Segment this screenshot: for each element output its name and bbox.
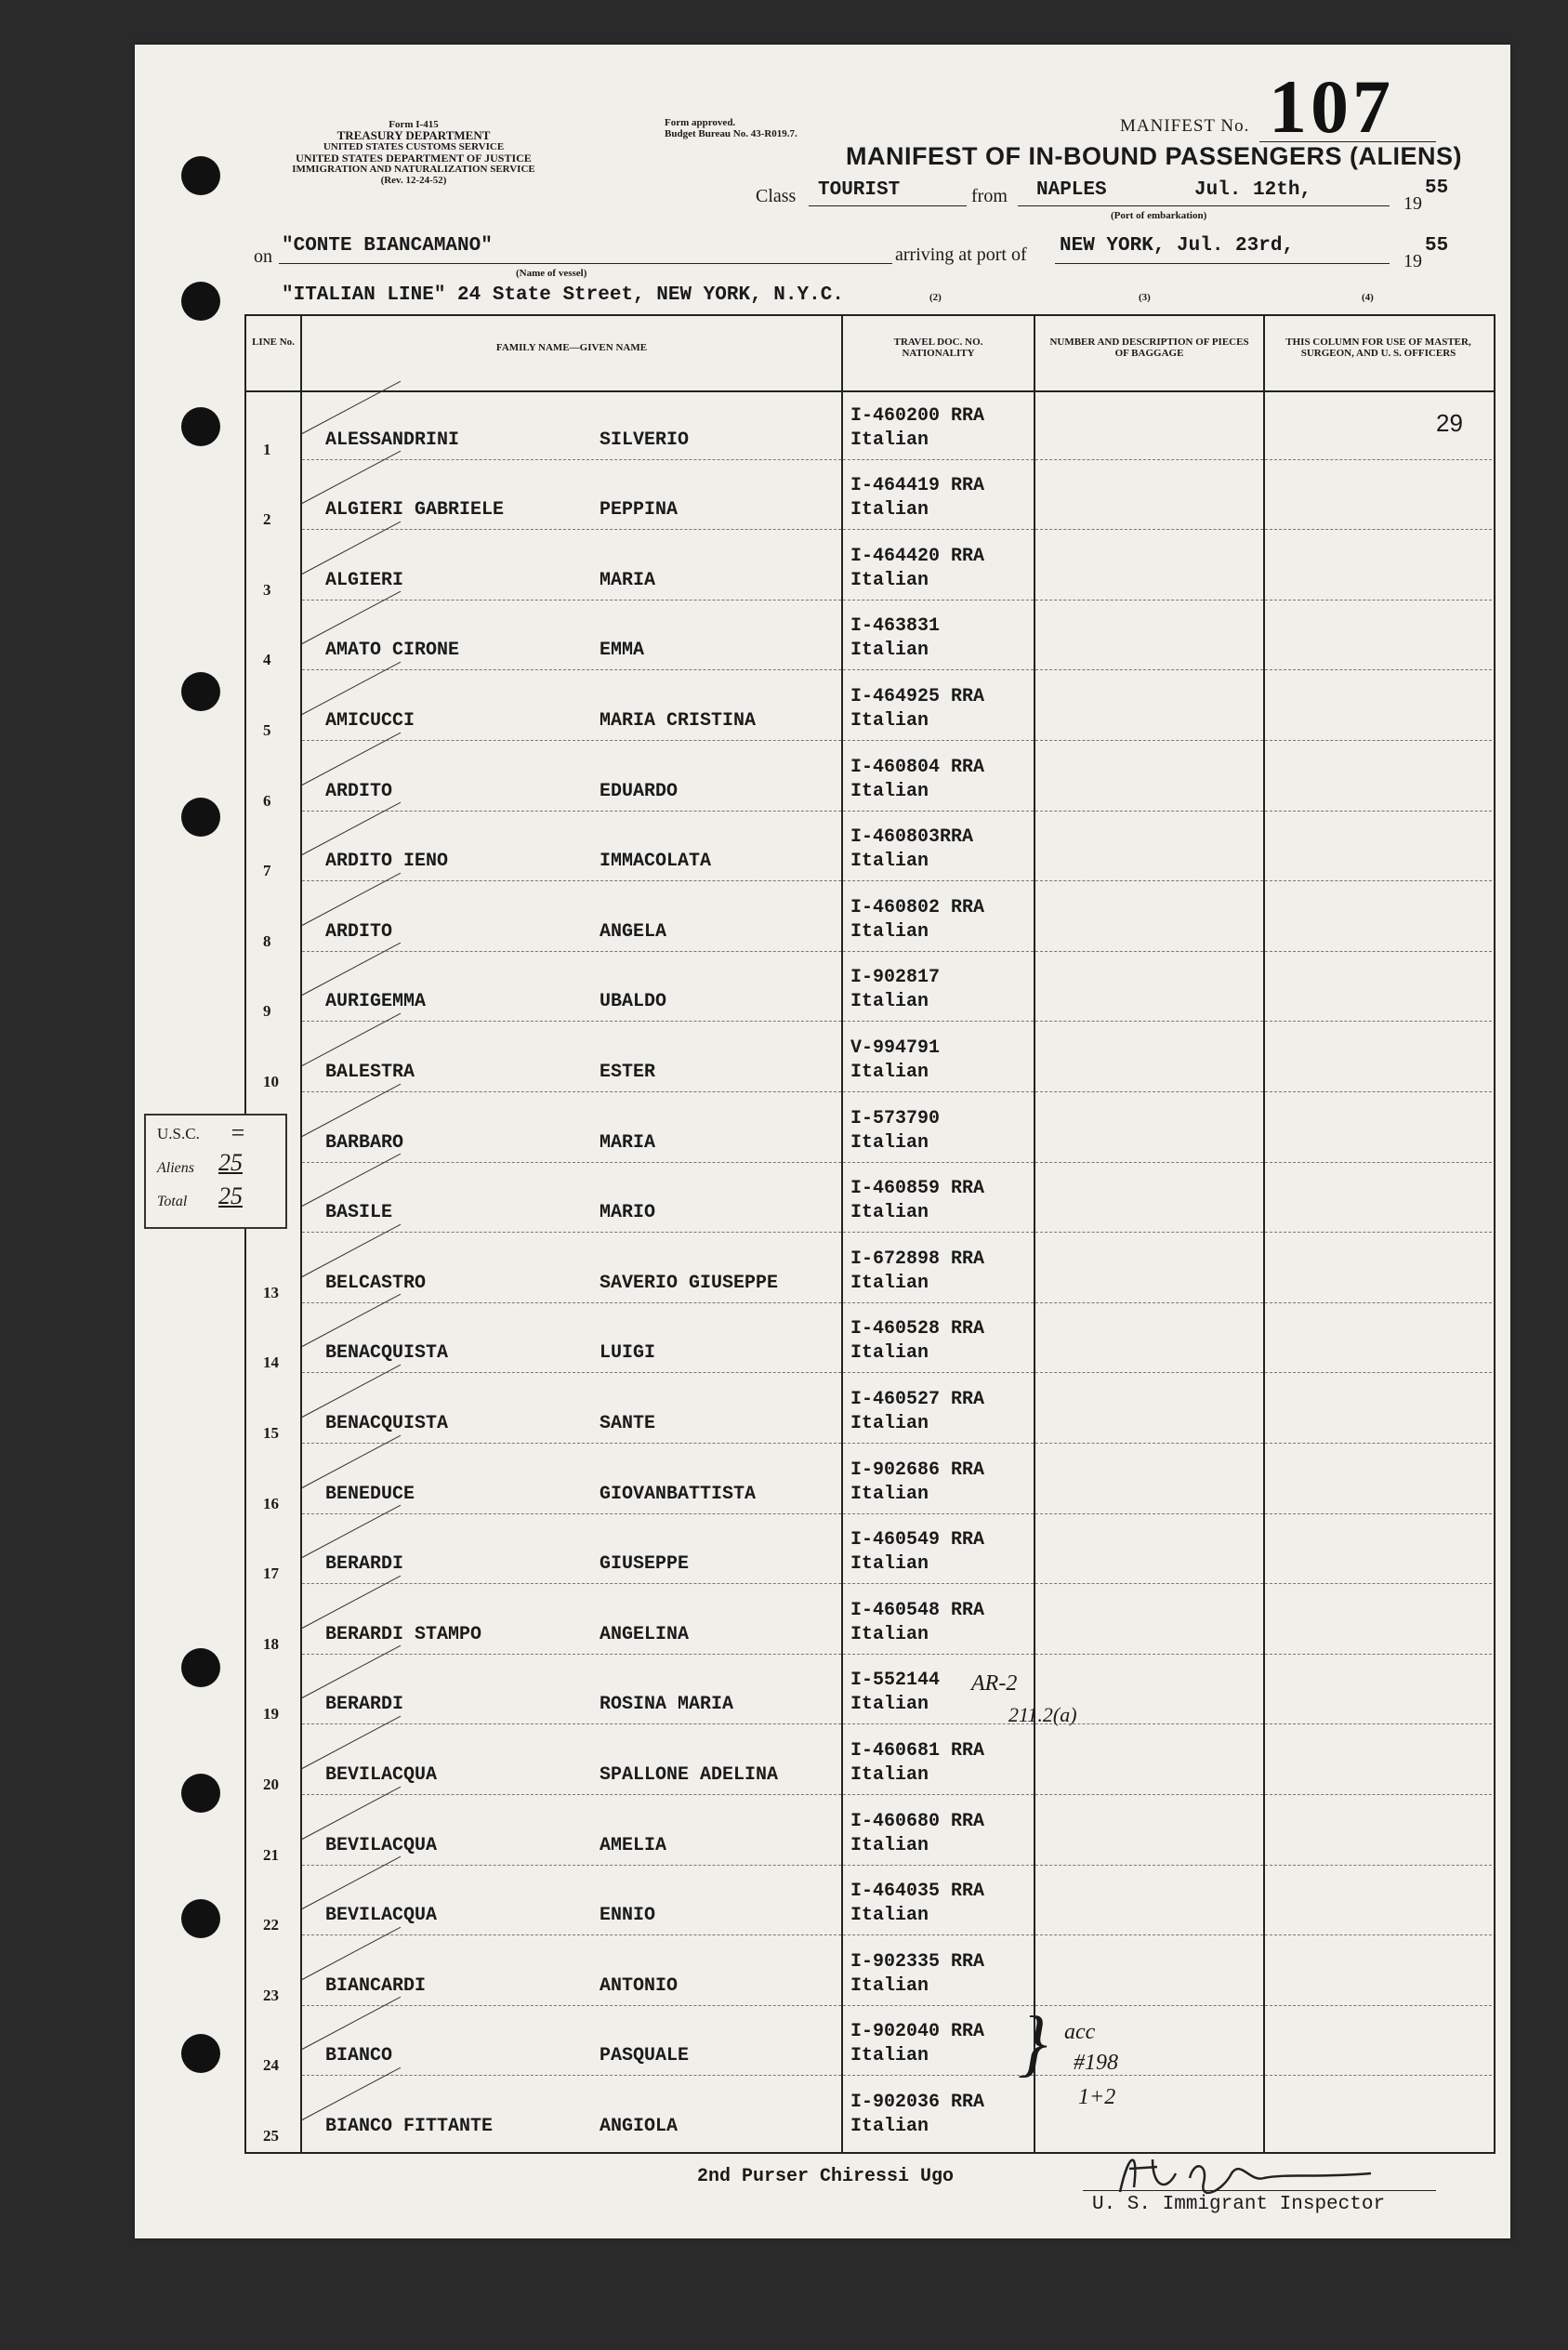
given-name: SPALLONE ADELINA	[600, 1763, 779, 1786]
col-header-name: FAMILY NAME—GIVEN NAME	[495, 342, 648, 353]
given-name: AMELIA	[600, 1834, 667, 1856]
punch-hole	[181, 2034, 220, 2073]
family-name: BERARDI	[325, 1694, 404, 1716]
travel-doc: I-464035 RRA	[850, 1881, 985, 1903]
from-date: Jul. 12th,	[1194, 179, 1312, 201]
table-row	[246, 953, 1494, 1023]
row-divider	[1265, 2075, 1492, 2076]
given-name: GIOVANBATTISTA	[600, 1483, 757, 1505]
line-number: 21	[263, 1845, 279, 1864]
nationality: Italian	[850, 1202, 929, 1224]
family-name: BIANCO	[325, 2045, 393, 2067]
travel-doc: I-460549 RRA	[850, 1529, 985, 1551]
arriving-label: arriving at port of	[895, 244, 1027, 265]
table-row	[246, 2002, 1494, 2084]
punch-hole	[181, 1648, 220, 1687]
table-row	[246, 531, 1494, 601]
shipping-line: "ITALIAN LINE" 24 State Street, NEW YORK, N.Y.C.	[282, 284, 844, 306]
family-name: BALESTRA	[325, 1061, 415, 1083]
row-divider	[1265, 1583, 1492, 1584]
row-divider	[1035, 951, 1263, 952]
nationality: Italian	[850, 920, 929, 943]
row-divider	[1265, 1443, 1492, 1444]
ins-service: IMMIGRATION AND NATURALIZATION SERVICE	[292, 164, 535, 175]
family-name: ALGIERI GABRIELE	[325, 499, 505, 521]
nationality: Italian	[850, 1412, 929, 1434]
budget-block	[665, 117, 850, 139]
family-name: BERARDI	[325, 1553, 404, 1576]
line-number: 22	[263, 1916, 279, 1934]
handwritten-ar: AR-2	[971, 1671, 1018, 1696]
row-divider	[1265, 600, 1492, 601]
given-name: ENNIO	[600, 1905, 656, 1927]
nationality: Italian	[850, 1553, 929, 1576]
family-name: BIANCARDI	[325, 1974, 427, 1997]
row-divider	[1035, 740, 1263, 741]
port-embark-label: (Port of embarkation)	[1111, 210, 1207, 221]
table-row	[246, 1023, 1494, 1093]
vessel-name: "CONTE BIANCAMANO"	[282, 235, 493, 257]
form-rev: (Rev. 12-24-52)	[380, 175, 447, 186]
family-name: BENACQUISTA	[325, 1342, 449, 1365]
col-4-marker: (4)	[1362, 292, 1374, 303]
given-name: ROSINA MARIA	[600, 1694, 734, 1716]
row-divider	[843, 1302, 1034, 1303]
row-divider	[843, 459, 1034, 460]
travel-doc: I-573790	[850, 1107, 941, 1129]
table-row	[246, 390, 1494, 461]
row-divider	[843, 669, 1034, 670]
table-row	[246, 461, 1494, 532]
given-name: UBALDO	[600, 991, 667, 1013]
manifest-no-value: 107	[1269, 64, 1394, 149]
purser-signature: 2nd Purser Chiressi Ugo	[697, 2166, 955, 2187]
given-name: SILVERIO	[600, 429, 690, 451]
given-name: ANTONIO	[600, 1974, 679, 1997]
row-divider	[1265, 951, 1492, 952]
manifest-page	[135, 45, 1510, 2238]
handwritten-bracket: }	[1018, 2002, 1048, 2084]
family-name: BERARDI STAMPO	[325, 1623, 482, 1645]
travel-doc: I-902036 RRA	[850, 2091, 985, 2113]
row-divider	[1265, 1865, 1492, 1866]
row-divider	[843, 600, 1034, 601]
line-number: 23	[263, 1986, 279, 2004]
family-name: BASILE	[325, 1202, 393, 1224]
line-number: 17	[263, 1564, 279, 1583]
given-name: PASQUALE	[600, 2045, 690, 2067]
family-name: ARDITO IENO	[325, 851, 449, 873]
nationality: Italian	[850, 1905, 929, 1927]
row-divider	[1265, 1021, 1492, 1022]
row-divider	[1265, 1091, 1492, 1092]
given-name: IMMACOLATA	[600, 851, 712, 873]
nationality: Italian	[850, 1694, 929, 1716]
nationality: Italian	[850, 1763, 929, 1786]
year-suffix-1: 55	[1425, 178, 1449, 199]
line-number: 25	[263, 2126, 279, 2145]
family-name: ALGIERI	[325, 569, 404, 591]
row-divider	[1035, 1021, 1263, 1022]
row-divider	[1265, 1723, 1492, 1724]
table-row	[246, 1725, 1494, 1796]
table-row	[246, 1374, 1494, 1445]
given-name: MARIA	[600, 1131, 656, 1154]
row-divider	[1265, 1794, 1492, 1795]
row-divider	[1035, 2005, 1263, 2006]
nationality: Italian	[850, 2045, 929, 2067]
row-divider	[1035, 1302, 1263, 1303]
row-divider	[843, 740, 1034, 741]
nationality: Italian	[850, 709, 929, 732]
row-divider	[1265, 740, 1492, 741]
form-agency-block	[246, 119, 581, 186]
table-row	[246, 1796, 1494, 1867]
travel-doc: I-460680 RRA	[850, 1810, 985, 1832]
nationality: Italian	[850, 1623, 929, 1645]
table-row	[246, 2077, 1494, 2147]
family-name: AURIGEMMA	[325, 991, 427, 1013]
nationality: Italian	[850, 1483, 929, 1505]
passenger-table	[244, 314, 1496, 2154]
treasury-dept: TREASURY DEPARTMENT	[336, 128, 491, 142]
travel-doc: I-460859 RRA	[850, 1178, 985, 1200]
travel-doc: I-464420 RRA	[850, 545, 985, 567]
table-row	[246, 1445, 1494, 1515]
row-divider	[1035, 529, 1263, 530]
officer-note: 29	[1436, 409, 1463, 437]
line-number: 9	[263, 1002, 271, 1021]
line-number: 15	[263, 1423, 279, 1442]
col-2-marker: (2)	[929, 292, 942, 303]
row-divider	[843, 880, 1034, 881]
table-row	[246, 1164, 1494, 1234]
row-divider	[1035, 1091, 1263, 1092]
family-name: BIANCO FITTANTE	[325, 2115, 494, 2137]
row-divider	[1265, 811, 1492, 812]
inspector-underline	[1083, 2190, 1436, 2191]
given-name: LUIGI	[600, 1342, 656, 1365]
family-name: AMATO CIRONE	[325, 640, 460, 662]
punch-hole	[181, 407, 220, 446]
line-number: 7	[263, 862, 271, 880]
given-name: SAVERIO GIUSEPPE	[600, 1272, 779, 1294]
class-value: TOURIST	[818, 179, 901, 201]
row-divider	[1035, 600, 1263, 601]
nationality: Italian	[850, 1834, 929, 1856]
travel-doc: I-460804 RRA	[850, 756, 985, 778]
line-number: 3	[263, 580, 271, 599]
line-number: 1	[263, 440, 271, 458]
row-divider	[843, 1091, 1034, 1092]
table-row	[246, 1656, 1494, 1726]
handwritten-1plus2: 1+2	[1078, 2085, 1116, 2109]
vessel-label: (Name of vessel)	[516, 268, 587, 279]
aliens-value: 25	[218, 1149, 243, 1176]
nationality: Italian	[850, 1974, 929, 1997]
given-name: ANGIOLA	[600, 2115, 679, 2137]
travel-doc: I-902335 RRA	[850, 1950, 985, 1973]
family-name: BEVILACQUA	[325, 1763, 438, 1786]
family-name: ARDITO	[325, 780, 393, 802]
table-row	[246, 742, 1494, 812]
row-divider	[1035, 1583, 1263, 1584]
year-prefix-1: 19	[1403, 193, 1422, 214]
class-label: Class	[756, 186, 797, 206]
from-port: NAPLES	[1036, 179, 1107, 201]
total-label: Total	[157, 1194, 188, 1209]
row-divider	[843, 811, 1034, 812]
nationality: Italian	[850, 499, 929, 521]
row-divider	[1265, 529, 1492, 530]
table-row	[246, 601, 1494, 672]
line-number: 10	[263, 1072, 279, 1090]
family-name: BELCASTRO	[325, 1272, 427, 1294]
nationality: Italian	[850, 640, 929, 662]
row-divider	[1035, 1794, 1263, 1795]
travel-doc: V-994791	[850, 1036, 941, 1059]
row-divider	[1265, 1372, 1492, 1373]
family-name: BEVILACQUA	[325, 1834, 438, 1856]
row-divider	[1265, 2005, 1492, 2006]
row-divider	[1035, 669, 1263, 670]
row-divider	[843, 2005, 1034, 2006]
usc-value: =	[230, 1119, 246, 1146]
nationality: Italian	[850, 1131, 929, 1154]
aliens-label: Aliens	[157, 1160, 194, 1176]
row-divider	[1035, 1865, 1263, 1866]
row-divider	[1265, 1654, 1492, 1655]
nationality: Italian	[850, 569, 929, 591]
vessel-underline	[279, 263, 892, 264]
given-name: MARIO	[600, 1202, 656, 1224]
given-name: GIUSEPPE	[600, 1553, 690, 1576]
total-value: 25	[218, 1182, 243, 1209]
line-number: 8	[263, 931, 271, 950]
row-divider	[1035, 880, 1263, 881]
table-row	[246, 1936, 1494, 2007]
handwritten-198: #198	[1074, 2051, 1118, 2075]
punch-hole	[181, 1899, 220, 1938]
travel-doc: I-672898 RRA	[850, 1248, 985, 1270]
on-label: on	[254, 246, 272, 267]
from-label: from	[971, 186, 1008, 206]
family-name: BENEDUCE	[325, 1483, 415, 1505]
nationality: Italian	[850, 429, 929, 451]
arriving-underline	[1055, 263, 1390, 264]
row-divider	[1035, 1443, 1263, 1444]
customs-service: UNITED STATES CUSTOMS SERVICE	[323, 141, 505, 152]
given-name: PEPPINA	[600, 499, 679, 521]
travel-doc: I-460528 RRA	[850, 1318, 985, 1340]
handwritten-ar-code: 211.2(a)	[1008, 1703, 1077, 1726]
travel-doc: I-460527 RRA	[850, 1388, 985, 1410]
row-divider	[843, 951, 1034, 952]
travel-doc: I-460802 RRA	[850, 896, 985, 918]
travel-doc: I-902817	[850, 967, 941, 989]
row-divider	[843, 1513, 1034, 1514]
row-divider	[1265, 1513, 1492, 1514]
row-divider	[843, 1162, 1034, 1163]
row-divider	[1265, 1162, 1492, 1163]
line-number: 19	[263, 1705, 279, 1723]
family-name: BENACQUISTA	[325, 1412, 449, 1434]
punch-hole	[181, 798, 220, 837]
given-name: ESTER	[600, 1061, 656, 1083]
travel-doc: I-460803RRA	[850, 826, 974, 849]
form-approved: Form approved.	[665, 117, 736, 128]
row-divider	[843, 1372, 1034, 1373]
handwritten-acc: acc	[1064, 2020, 1096, 2044]
usc-label: U.S.C.	[157, 1125, 200, 1142]
punch-hole	[181, 282, 220, 321]
page-title: MANIFEST OF IN-BOUND PASSENGERS (ALIENS)	[846, 142, 1463, 170]
table-row	[246, 1515, 1494, 1586]
row-divider	[843, 1021, 1034, 1022]
row-divider	[1265, 1302, 1492, 1303]
row-divider	[1035, 459, 1263, 460]
row-divider	[1265, 1232, 1492, 1233]
nationality: Italian	[850, 2115, 929, 2137]
col-3-marker: (3)	[1139, 292, 1151, 303]
year-prefix-2: 19	[1403, 251, 1422, 271]
row-divider	[843, 1934, 1034, 1935]
row-divider	[843, 1723, 1034, 1724]
table-row	[246, 882, 1494, 953]
given-name: SANTE	[600, 1412, 656, 1434]
class-underline	[809, 205, 967, 206]
col-header-doc: TRAVEL DOC. NO. NATIONALITY	[893, 337, 983, 359]
row-divider	[1265, 1934, 1492, 1935]
given-name: MARIA CRISTINA	[600, 709, 757, 732]
row-divider	[1265, 880, 1492, 881]
nationality: Italian	[850, 1272, 929, 1294]
alien-count-stamp	[144, 1114, 287, 1229]
table-row	[246, 671, 1494, 742]
line-number: 14	[263, 1353, 279, 1372]
from-underline	[1018, 205, 1390, 206]
nationality: Italian	[850, 851, 929, 873]
row-divider	[1035, 1232, 1263, 1233]
inspector-label: U. S. Immigrant Inspector	[1092, 2194, 1386, 2215]
row-divider	[843, 1865, 1034, 1866]
travel-doc: I-464925 RRA	[850, 685, 985, 707]
given-name: MARIA	[600, 569, 656, 591]
nationality: Italian	[850, 780, 929, 802]
row-divider	[843, 529, 1034, 530]
col-header-baggage: NUMBER AND DESCRIPTION OF PIECES OF BAGGAGE	[1049, 337, 1249, 359]
travel-doc: I-464419 RRA	[850, 475, 985, 497]
family-name: BARBARO	[325, 1131, 404, 1154]
nationality: Italian	[850, 1061, 929, 1083]
row-divider	[843, 1583, 1034, 1584]
manifest-no-label: MANIFEST No.	[1120, 116, 1250, 136]
col-header-officers: THIS COLUMN FOR USE OF MASTER, SURGEON, AND U. S. OFFICERS	[1285, 337, 1471, 359]
line-number: 6	[263, 791, 271, 810]
table-row	[246, 812, 1494, 883]
punch-hole	[181, 1774, 220, 1813]
row-divider	[843, 1794, 1034, 1795]
travel-doc: I-460548 RRA	[850, 1599, 985, 1621]
row-divider	[1265, 669, 1492, 670]
nationality: Italian	[850, 991, 929, 1013]
row-divider	[843, 1654, 1034, 1655]
row-divider	[1035, 1513, 1263, 1514]
family-name: ALESSANDRINI	[325, 429, 460, 451]
given-name: EMMA	[600, 640, 645, 662]
given-name: EDUARDO	[600, 780, 679, 802]
row-divider	[1035, 811, 1263, 812]
travel-doc: I-552144	[850, 1670, 941, 1692]
travel-doc: I-460681 RRA	[850, 1739, 985, 1762]
row-divider	[843, 1443, 1034, 1444]
punch-hole	[181, 156, 220, 195]
line-number: 5	[263, 720, 271, 739]
line-number: 18	[263, 1634, 279, 1653]
family-name: BEVILACQUA	[325, 1905, 438, 1927]
row-divider	[1265, 459, 1492, 460]
travel-doc: I-902686 RRA	[850, 1459, 985, 1481]
table-row	[246, 1867, 1494, 1937]
given-name: ANGELA	[600, 920, 667, 943]
row-divider	[1035, 2075, 1263, 2076]
justice-dept: UNITED STATES DEPARTMENT OF JUSTICE	[296, 152, 532, 165]
line-number: 16	[263, 1494, 279, 1512]
row-divider	[1035, 1372, 1263, 1373]
travel-doc: I-463831	[850, 615, 941, 638]
row-divider	[843, 2075, 1034, 2076]
row-divider	[1035, 1654, 1263, 1655]
row-divider	[1035, 1934, 1263, 1935]
year-suffix-2: 55	[1425, 235, 1449, 257]
line-number: 20	[263, 1775, 279, 1793]
travel-doc: I-902040 RRA	[850, 2021, 985, 2043]
col-header-line-no: LINE No.	[252, 337, 295, 348]
row-divider	[1035, 1162, 1263, 1163]
table-row	[246, 1304, 1494, 1375]
row-divider	[843, 1232, 1034, 1233]
punch-hole	[181, 672, 220, 711]
line-number: 13	[263, 1283, 279, 1301]
family-name: AMICUCCI	[325, 709, 415, 732]
line-number: 4	[263, 651, 271, 669]
line-number: 24	[263, 2056, 279, 2075]
table-row	[246, 1234, 1494, 1304]
table-row	[246, 1093, 1494, 1164]
nationality: Italian	[850, 1342, 929, 1365]
travel-doc: I-460200 RRA	[850, 404, 985, 427]
arriving-port-date: NEW YORK, Jul. 23rd,	[1060, 235, 1295, 257]
table-row	[246, 1585, 1494, 1656]
line-number: 2	[263, 510, 271, 529]
family-name: ARDITO	[325, 920, 393, 943]
form-number: Form I-415	[389, 119, 439, 130]
given-name: ANGELINA	[600, 1623, 690, 1645]
budget-bureau: Budget Bureau No. 43-R019.7.	[665, 128, 797, 139]
